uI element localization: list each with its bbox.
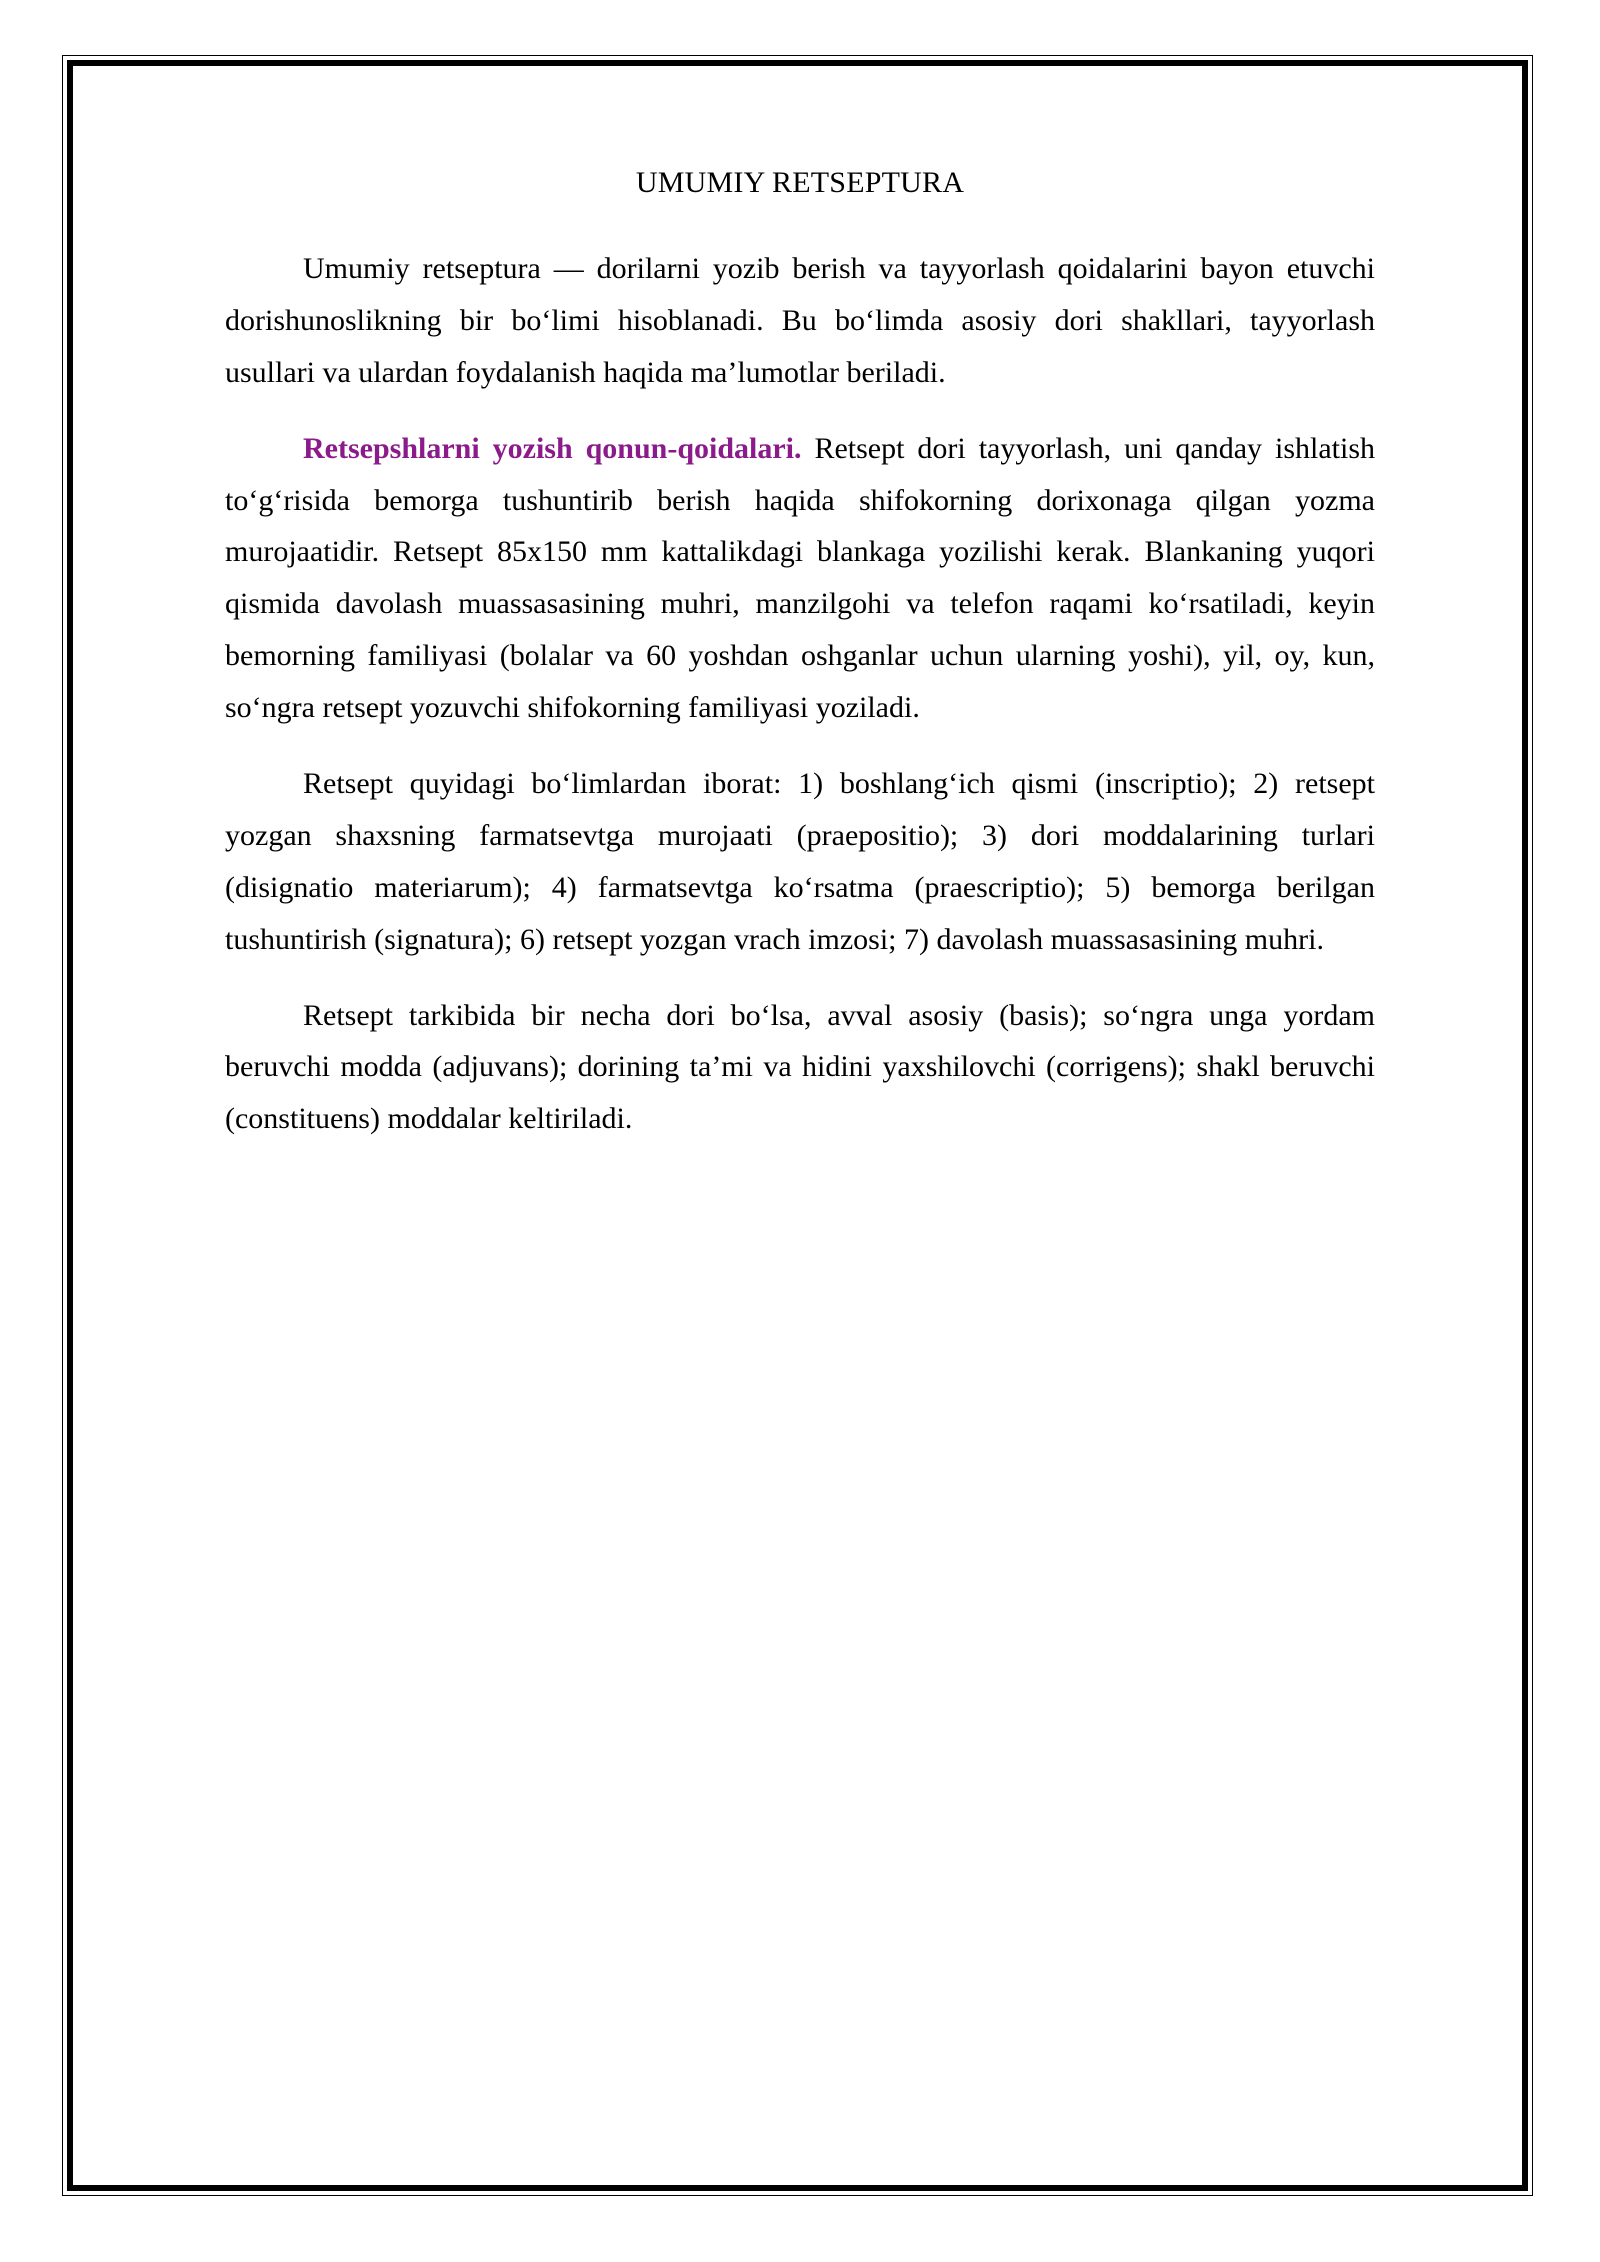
paragraph-intro: Umumiy retseptura — dorilarni yozib berish va tayyorlash qoidalarini bayon etuvchi dorishunoslikning bir bo‘limi hisoblanadi. Bu bo‘limda asosiy dori shakllari, tayyorlash usullari va ulardan foydalanish haqida ma’lumotlar beriladi. (225, 252, 1375, 389)
paragraph-prescription-sections: Retsept quyidagi bo‘limlardan iborat: 1) boshlang‘ich qismi (inscriptio); 2) retsept yozgan shaxsning farmatsevtga murojaati (praepositio); 3) dori moddalarining turlari (disignatio materiarum); 4) farmatsevtga ko‘rsatma (praescriptio); 5) bemorga berilgan tushuntirish (signatura); 6) retsept yozgan vrach imzosi; 7) davolash muassasasining muhri. (225, 767, 1375, 956)
paragraph-prescription-composition: Retsept tarkibida bir necha dori bo‘lsa, avval asosiy (basis); so‘ngra unga yordam beruvchi modda (adjuvans); dorining ta’mi va hidini yaxshilovchi (corrigens); shakl beruvchi (constituens) moddalar keltiriladi. (225, 998, 1375, 1136)
document-content (225, 160, 1375, 1145)
paragraph-prescription-rules (225, 423, 1375, 734)
inline-heading-prescription-rules: Retsepshlarni yozish qonun-qoidalari. (303, 431, 802, 465)
paragraph-prescription-rules-body: Retsept dori tayyorlash, uni qanday ishlatish to‘g‘risida bemorga tushuntirib berish haqida shifokorning dorixonaga qilgan yozma murojaatidir. Retsept 85x150 mm kattalikdagi blankaga yozilishi kerak. Blankaning yuqori qismida davolash muassasasining muhri, manzilgohi va telefon raqami ko‘rsatiladi, keyin bemorning familiyasi (bolalar va 60 yoshdan oshganlar uchun ularning yoshi), yil, oy, kun, so‘ngra retsept yozuvchi shifokorning familiyasi yoziladi. (225, 431, 1375, 725)
page-title: UMUMIY RETSEPTURA (635, 166, 965, 199)
